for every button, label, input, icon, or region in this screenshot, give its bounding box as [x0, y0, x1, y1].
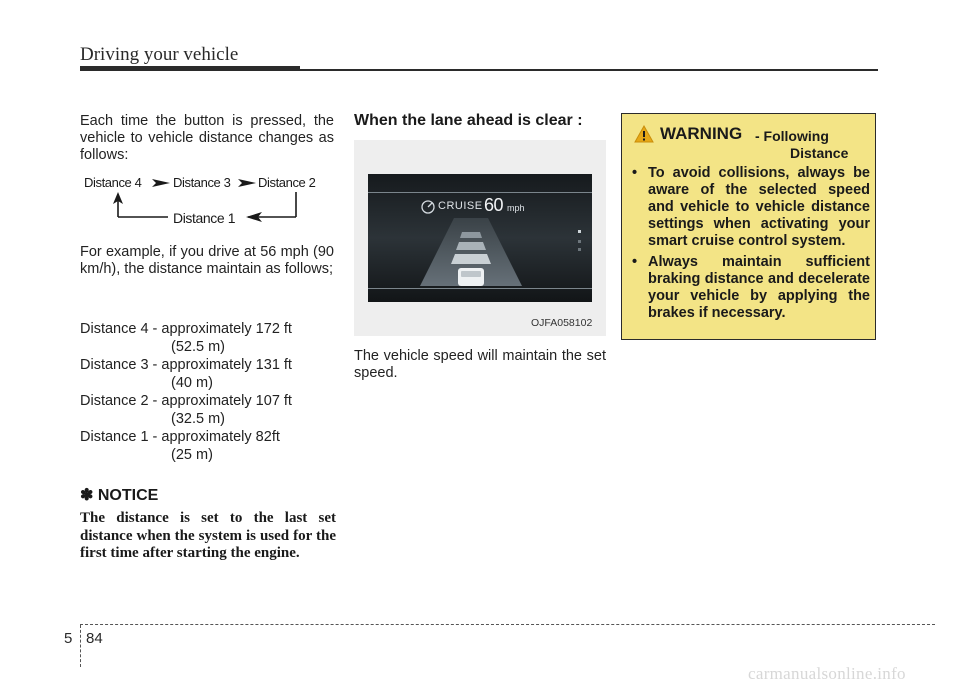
vehicle-window [461, 271, 481, 277]
distance-list-item: Distance 4 - approximately 172 ft [80, 321, 292, 337]
distance-bar [460, 232, 482, 238]
warning-bullet-item [632, 165, 870, 250]
distance-list [80, 320, 340, 464]
warning-title: WARNING [660, 124, 743, 143]
notice-title: ✽ NOTICE [80, 487, 159, 504]
chapter-number: 5 [64, 630, 73, 647]
indicator-dot [578, 248, 581, 251]
distance-list-metric: (52.5 m) [171, 339, 225, 355]
warning-bullet-text: To avoid collisions, always be aware of the selected speed and vehicle to vehicle distance settings when activating your smart cruise control system. [648, 165, 870, 249]
warning-box [621, 113, 876, 340]
example-paragraph: For example, if you drive at 56 mph (90 km/h), the distance maintain as follows; [80, 244, 334, 277]
cruise-label: CRUISE [438, 200, 483, 212]
speed-unit: mph [507, 203, 525, 213]
indicator-dot [578, 240, 581, 243]
cluster-figure [354, 140, 606, 336]
warning-bullet-item [632, 254, 870, 322]
diagram-distance-2: Distance 2 [258, 175, 316, 190]
distance-list-item: Distance 2 - approximately 107 ft [80, 393, 292, 409]
distance-bar [451, 254, 491, 264]
bullet-dot-icon: • [632, 254, 638, 270]
notice-text: The distance is set to the last set distance when the system is used for the first time after starting the engine. [80, 510, 336, 561]
arrow-right-icon [238, 179, 256, 187]
warning-subtitle: - Following [755, 128, 829, 144]
screen-divider [368, 192, 592, 193]
bullet-dot-icon: • [632, 165, 638, 181]
screen-divider [368, 288, 592, 289]
page-number: 84 [86, 630, 103, 647]
warning-triangle-icon [634, 125, 654, 143]
intro-paragraph: Each time the button is pressed, the vehicle to vehicle distance changes as follows: [80, 113, 334, 163]
header-rule-thick [80, 66, 300, 71]
warning-list [632, 165, 870, 322]
distance-list-item: Distance 3 - approximately 131 ft [80, 357, 292, 373]
indicator-dot [578, 230, 581, 233]
header-rule-thin [300, 69, 878, 71]
distance-list-metric: (40 m) [171, 375, 213, 391]
figure-caption: The vehicle speed will maintain the set speed. [354, 348, 606, 381]
arrow-right-icon [152, 179, 170, 187]
cluster-display-illustration [354, 140, 606, 336]
distance-list-metric: (32.5 m) [171, 411, 225, 427]
footer-rule [80, 624, 935, 625]
distance-list-metric: (25 m) [171, 447, 213, 463]
distance-diagram [84, 168, 336, 228]
footer-divider [80, 625, 81, 667]
distance-bar [456, 242, 486, 250]
diagram-distance-3: Distance 3 [173, 175, 231, 190]
section-title: Driving your vehicle [80, 44, 239, 65]
warning-subtitle-line2: Distance [790, 145, 849, 161]
distance-list-item: Distance 1 - approximately 82ft [80, 429, 280, 445]
warning-bullet-text: Always maintain sufficient braking distance and decelerate your vehicle by applying the brakes if necessary. [648, 254, 870, 321]
figure-code: OJFA058102 [531, 317, 593, 329]
watermark: carmanualsonline.info [748, 664, 906, 683]
diagram-distance-1: Distance 1 [173, 210, 236, 226]
speed-value: 60 [484, 195, 504, 215]
diagram-distance-4: Distance 4 [84, 175, 142, 190]
lane-clear-heading: When the lane ahead is clear : [354, 112, 583, 129]
